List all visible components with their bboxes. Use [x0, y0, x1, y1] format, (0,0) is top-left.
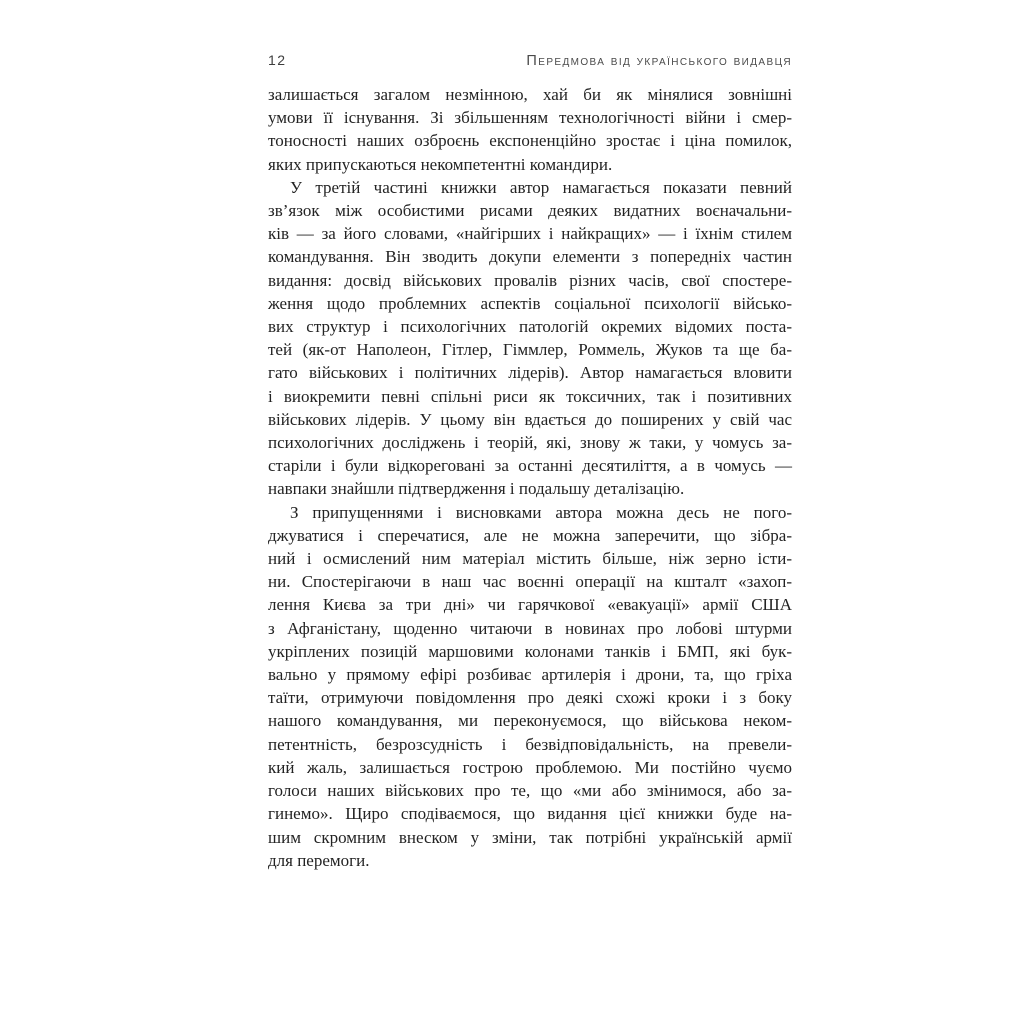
text-line: ний і осмислений ним матеріал містить більше, ніж зерно істи-: [268, 549, 792, 569]
text-line: психологічних досліджень і теорій, які, знову ж таки, у чомусь за-: [268, 433, 792, 453]
text-line: навпаки знайшли підтвердження і подальшу деталізацію.: [268, 479, 685, 499]
text-line: тоносності наших озброєнь експоненційно зростає і ціна помилок,: [268, 131, 792, 151]
text-line: і виокремити певні спільні риси як токсичних, так і позитивних: [268, 386, 792, 406]
text-line: шим скромним внеском у зміни, так потрібні українській армії: [268, 827, 792, 847]
text-line: джуватися і сперечатися, але не можна заперечити, що зібра-: [268, 525, 792, 545]
text-line: з Афганістану, щоденно читаючи в новинах про лобові штурми: [268, 618, 792, 638]
text-line: яких припускаються некомпетентні командири.: [268, 154, 613, 174]
text-line: ження щодо проблемних аспектів соціальної психології військо-: [268, 293, 792, 313]
text-line: тей (як-от Наполеон, Гітлер, Гіммлер, Роммель, Жуков та ще ба-: [268, 340, 792, 360]
paragraph: [268, 501, 792, 872]
text-line: військових лідерів. У цьому він вдається до поширених у свій час: [268, 409, 792, 429]
text-line: нашого командування, ми переконуємося, що військова неком-: [268, 711, 792, 731]
paragraph: [268, 176, 792, 501]
paragraph: [268, 83, 792, 176]
text-line: старіли і були відкореговані за останні десятиліття, а в чомусь —: [268, 456, 792, 476]
text-line: петентність, безрозсудність і безвідповідальність, на превели-: [268, 734, 792, 754]
page-header: [268, 52, 792, 69]
text-line: таїти, отримуючи повідомлення про деякі схожі кроки і з боку: [268, 688, 792, 708]
text-line: кий жаль, залишається гострою проблемою. Ми постійно чуємо: [268, 757, 792, 777]
text-line: ків — за його словами, «найгірших і найкращих» — і їхнім стилем: [268, 224, 792, 244]
text-line: командування. Він зводить докупи елементи з попередніх частин: [268, 247, 792, 267]
text-line: гато військових і політичних лідерів). Автор намагається вловити: [268, 363, 792, 383]
page-body: [268, 83, 792, 872]
text-line: гинемо». Щиро сподіваємося, що видання цієї книжки буде на-: [268, 804, 792, 824]
text-line: У третій частині книжки автор намагається показати певний: [290, 177, 792, 197]
text-line: для перемоги.: [268, 850, 370, 870]
text-line: залишається загалом незмінною, хай би як мінялися зовнішні: [268, 85, 792, 104]
running-title: Передмова від українського видавця: [526, 53, 792, 69]
text-line: умови її існування. Зі збільшенням технологічності війни і смер-: [268, 108, 792, 128]
text-line: видання: досвід військових провалів різних часів, свої спостере-: [268, 270, 792, 290]
text-line: ни. Спостерігаючи в наш час воєнні операції на кшталт «захоп-: [268, 572, 792, 592]
text-line: З припущеннями і висновками автора можна десь не пого-: [290, 502, 792, 522]
text-line: вих структур і психологічних патологій окремих відомих поста-: [268, 317, 792, 337]
text-line: зв’язок між особистими рисами деяких видатних воєначальни-: [268, 201, 792, 221]
text-line: лення Києва за три дні» чи гарячкової «евакуації» армії США: [268, 595, 792, 615]
text-line: голоси наших військових про те, що «ми або змінимося, або за-: [268, 781, 792, 801]
text-line: вально у прямому ефірі розбиває артилерія і дрони, та, що гріха: [268, 665, 792, 685]
text-line: укріплених позицій маршовими колонами танків і БМП, які бук-: [268, 641, 792, 661]
page-number: 12: [268, 52, 287, 68]
